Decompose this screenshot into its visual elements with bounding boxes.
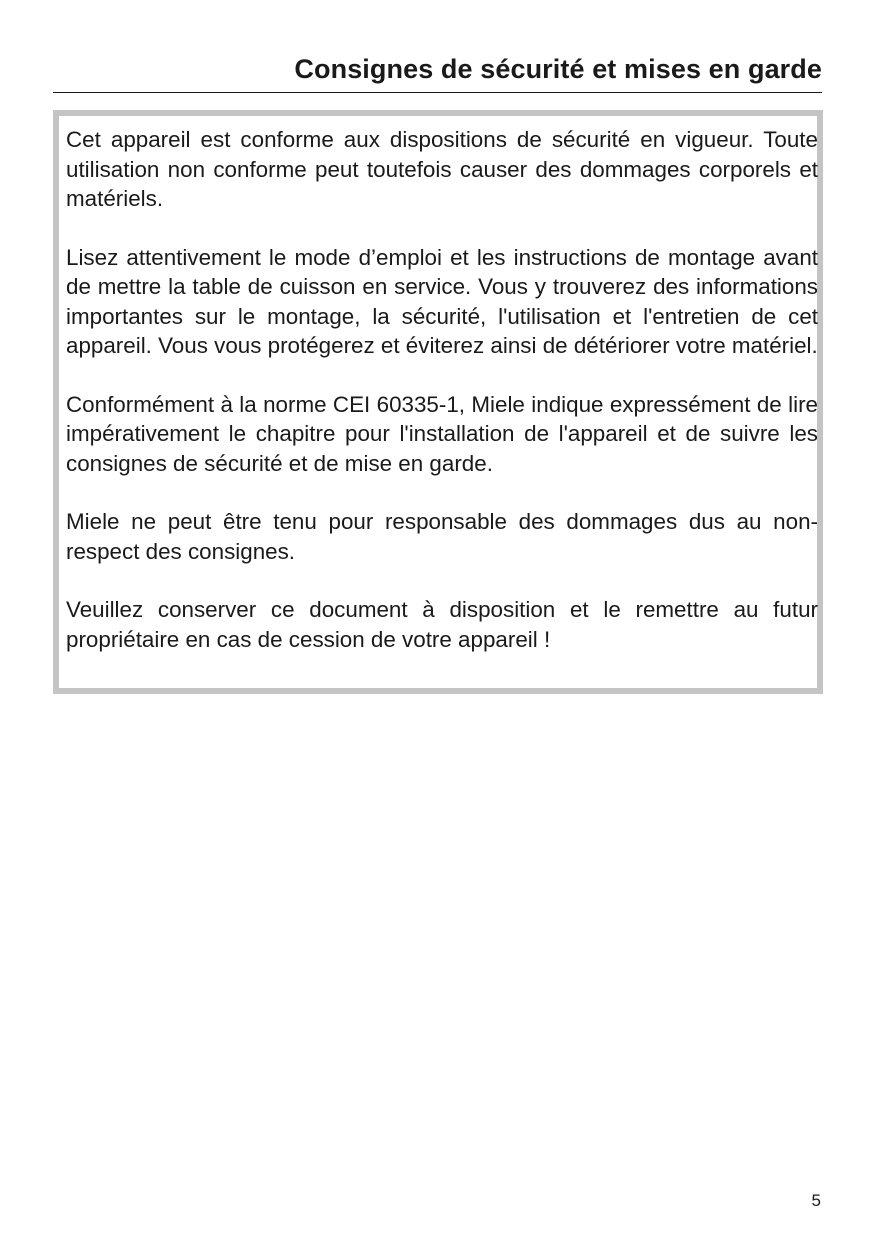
read-instructions-paragraph: Lisez attentivement le mode d’emploi et les instructions de montage avant de mettre la table de cuisson en service. Vous y trouverez des informations importantes sur le montage, la sécurité, l'utilisation et l'entretien de cet appareil. Vous vous protégerez et éviterez ainsi de détériorer votre matériel. (66, 244, 818, 358)
keep-document-paragraph: Veuillez conserver ce document à disposition et le remettre au futur propriétaire en cas de cession de votre appareil ! (66, 597, 818, 652)
safety-notice-box (53, 110, 823, 694)
page-number: 5 (811, 1191, 821, 1210)
conformity-paragraph: Cet appareil est conforme aux dispositions de sécurité en vigueur. Toute utilisation non conforme peut toutefois causer des dommages corporels et matériels. (66, 127, 818, 211)
norm-paragraph: Conformément à la norme CEI 60335-1, Miele indique expressément de lire impérativement le chapitre pour l'installation de l'appareil et de suivre les consignes de sécurité et de mise en garde. (66, 391, 818, 476)
page-title: Consignes de sécurité et mises en garde (294, 54, 822, 84)
title-divider (53, 92, 822, 93)
liability-paragraph: Miele ne peut être tenu pour responsable des dommages dus au non-respect des consignes. (66, 509, 818, 564)
